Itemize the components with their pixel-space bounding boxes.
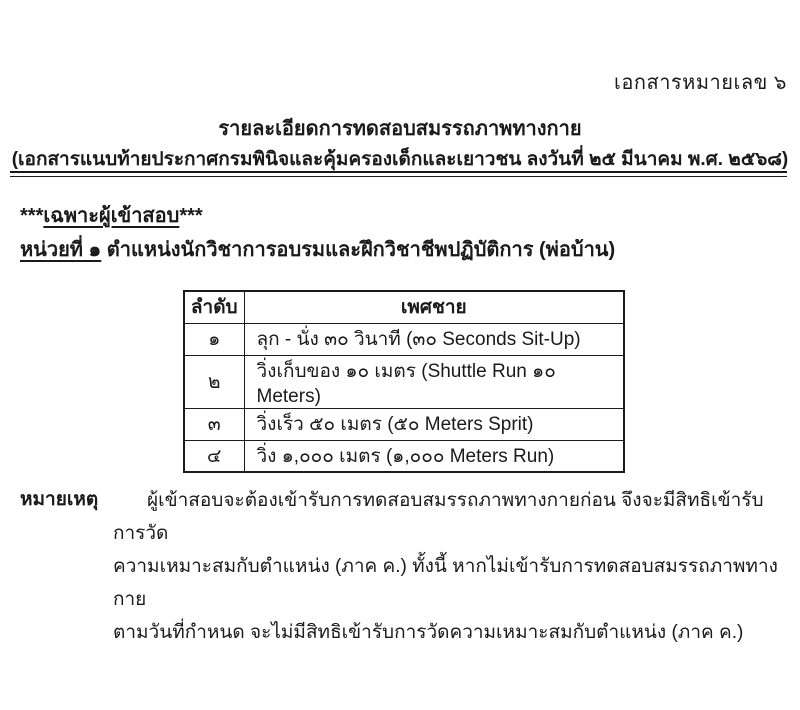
note-line-3: ตามวันที่กำหนด จะไม่มีสิทธิเข้ารับการวัดความเหมาะสมกับตำแหน่ง (ภาค ค.) — [113, 622, 744, 643]
row-test: วิ่ง ๑,๐๐๐ เมตร (๑,๐๐๐ Meters Run) — [244, 440, 624, 472]
row-no: ๒ — [184, 355, 244, 408]
note-label: หมายเหตุ — [20, 489, 99, 510]
row-test: ลุก - นั่ง ๓๐ วินาที (๓๐ Seconds Sit-Up) — [244, 323, 624, 355]
row-no: ๓ — [184, 408, 244, 440]
header-cell-gender: เพศชาย — [244, 291, 624, 323]
double-horizontal-rule — [10, 171, 787, 177]
exam-only-text: เฉพาะผู้เข้าสอบ — [43, 205, 180, 227]
section-exam-only — [20, 199, 203, 231]
table-header — [184, 291, 624, 323]
row-no: ๑ — [184, 323, 244, 355]
unit-number: หน่วยที่ ๑ — [20, 239, 102, 261]
page-title: รายละเอียดการทดสอบสมรรถภาพทางกาย — [218, 118, 582, 140]
exam-only-prefix: *** — [20, 205, 44, 227]
row-test: วิ่งเร็ว ๕๐ เมตร (๕๐ Meters Sprit) — [244, 408, 624, 440]
table-row — [184, 440, 624, 472]
exam-only-suffix: *** — [179, 205, 203, 227]
doc-number: เอกสารหมายเลข ๖ — [614, 72, 787, 94]
row-test: วิ่งเก็บของ ๑๐ เมตร (Shuttle Run ๑๐ Meters) — [244, 355, 624, 408]
note-line-1: ผู้เข้าสอบจะต้องเข้ารับการทดสอบสมรรถภาพทางกายก่อน จึงจะมีสิทธิเข้ารับการวัด — [113, 490, 764, 544]
header-cell-no: ลำดับ — [184, 291, 244, 323]
note-paragraph — [113, 484, 785, 649]
section-unit-heading — [20, 233, 615, 265]
table-row — [184, 323, 624, 355]
table-row — [184, 408, 624, 440]
note-line-2: ความเหมาะสมกับตำแหน่ง (ภาค ค.) ทั้งนี้ หากไม่เข้ารับการทดสอบสมรรถภาพทางกาย — [113, 556, 778, 610]
table-body — [184, 323, 624, 472]
fitness-test-table — [183, 290, 625, 473]
row-no: ๔ — [184, 440, 244, 472]
page-subtitle: (เอกสารแนบท้ายประกาศกรมพินิจและคุ้มครองเด็กและเยาวชน ลงวันที่ ๒๕ มีนาคม พ.ศ. ๒๕๖๘) — [11, 149, 789, 170]
table-header-row — [184, 291, 624, 323]
unit-position-title: ตำแหน่งนักวิชาการอบรมและฝึกวิชาชีพปฏิบัติการ (พ่อบ้าน) — [101, 239, 616, 261]
table-row — [184, 355, 624, 408]
